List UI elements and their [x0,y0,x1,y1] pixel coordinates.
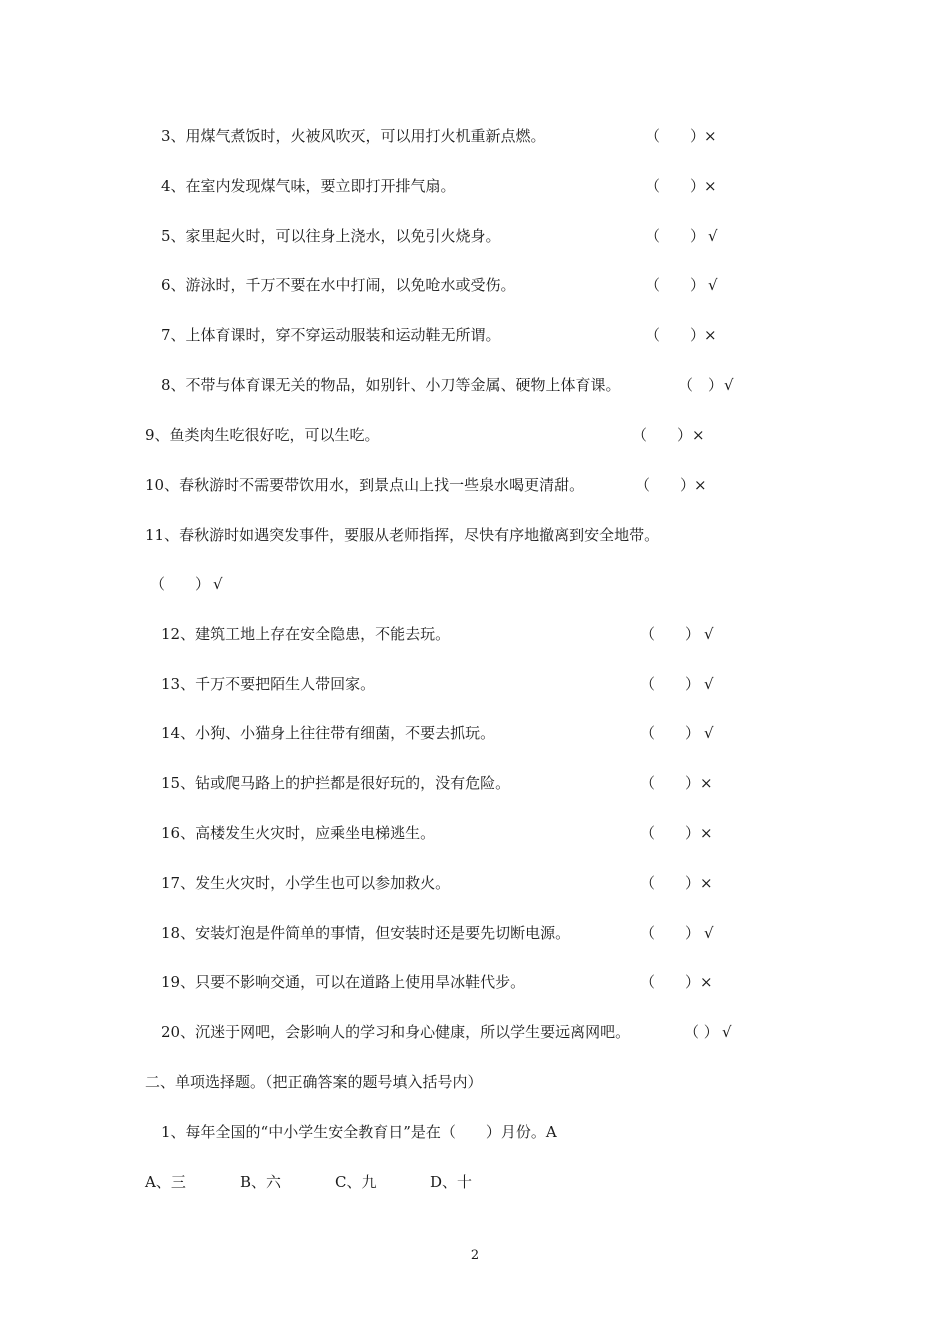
answer-mark: × [700,973,713,991]
answer-parentheses: （ ） [640,675,701,693]
mc-question-1: 1、每年全国的“中小学生安全教育日”是在（ ）月份。A [161,1123,557,1141]
question-text: 5、家里起火时，可以往身上浇水，以免引火烧身。 [161,227,501,245]
answer-mark: √ [708,276,718,294]
answer-mark: √ [704,724,714,742]
answer-mark: √ [708,227,718,245]
answer-parentheses: （ ） [645,276,706,294]
question-text: 9、鱼类肉生吃很好吃，可以生吃。 [145,426,380,444]
option-a: A、三 [145,1173,186,1191]
question-text: 13、千万不要把陌生人带回家。 [161,675,376,693]
answer-parentheses: （ ） [645,227,706,245]
answer-mark: × [700,824,713,842]
answer-mark: √ [704,924,714,942]
answer-parentheses: （ ） [640,824,701,842]
answer-parentheses: （ ） [640,724,701,742]
answer-parentheses: （ ） [632,426,693,444]
answer-mark: × [704,326,717,344]
answer-parentheses: （ ） [640,874,701,892]
question-text: 14、小狗、小猫身上往往带有细菌，不要去抓玩。 [161,724,496,742]
option-c: C、九 [335,1173,377,1191]
question-text: 6、游泳时，千万不要在水中打闹，以免呛水或受伤。 [161,276,516,294]
question-text: 7、上体育课时，穿不穿运动服装和运动鞋无所谓。 [161,326,501,344]
answer-mark: √ [704,675,714,693]
question-text: 16、高楼发生火灾时，应乘坐电梯逃生。 [161,824,436,842]
option-b: B、六 [240,1173,282,1191]
answer-parentheses: （ ） [640,625,701,643]
answer-parentheses: （ ） [640,774,701,792]
answer-mark: √ [213,575,223,593]
answer-mark: × [694,476,707,494]
question-text: 18、安装灯泡是件简单的事情，但安装时还是要先切断电源。 [161,924,571,942]
question-text: 15、钻或爬马路上的护拦都是很好玩的，没有危险。 [161,774,511,792]
section-heading: 二、单项选择题。（把正确答案的题号填入括号内） [145,1073,483,1091]
answer-parentheses: （ ） [645,127,706,145]
question-text: 19、只要不影响交通，可以在道路上使用旱冰鞋代步。 [161,973,526,991]
answer-mark: × [700,874,713,892]
question-text: 11、春秋游时如遇突发事件，要服从老师指挥，尽快有序地撤离到安全地带。 [145,526,660,544]
question-text: 12、建筑工地上存在安全隐患，不能去玩。 [161,625,451,643]
question-text: 8、不带与体育课无关的物品，如别针、小刀等金属、硬物上体育课。 [161,376,621,394]
answer-mark: × [704,177,717,195]
question-text: 20、沉迷于网吧，会影响人的学习和身心健康，所以学生要远离网吧。 [161,1023,631,1041]
answer-parentheses: （ ） [645,177,706,195]
answer-parentheses: （ ） [645,326,706,344]
answer-parentheses: （ ） [635,476,696,494]
answer-mark: √ [704,625,714,643]
answer-mark: √ [722,1023,732,1041]
answer-parentheses: （ ） [678,376,724,394]
answer-mark: × [692,426,705,444]
answer-mark: × [700,774,713,792]
answer-parentheses: （ ） [684,1023,719,1041]
answer-parentheses: （ ） [640,924,701,942]
answer-mark: × [704,127,717,145]
question-text: 4、在室内发现煤气味，要立即打开排气扇。 [161,177,456,195]
question-text: 17、发生火灾时，小学生也可以参加救火。 [161,874,451,892]
question-text: 10、春秋游时不需要带饮用水，到景点山上找一些泉水喝更清甜。 [145,476,585,494]
answer-mark: √ [724,376,734,394]
page-number: 2 [470,1248,480,1263]
answer-parentheses: （ ） [640,973,701,991]
option-d: D、十 [430,1173,473,1191]
answer-parentheses: （ ） [150,575,211,593]
question-text: 3、用煤气煮饭时，火被风吹灭，可以用打火机重新点燃。 [161,127,546,145]
